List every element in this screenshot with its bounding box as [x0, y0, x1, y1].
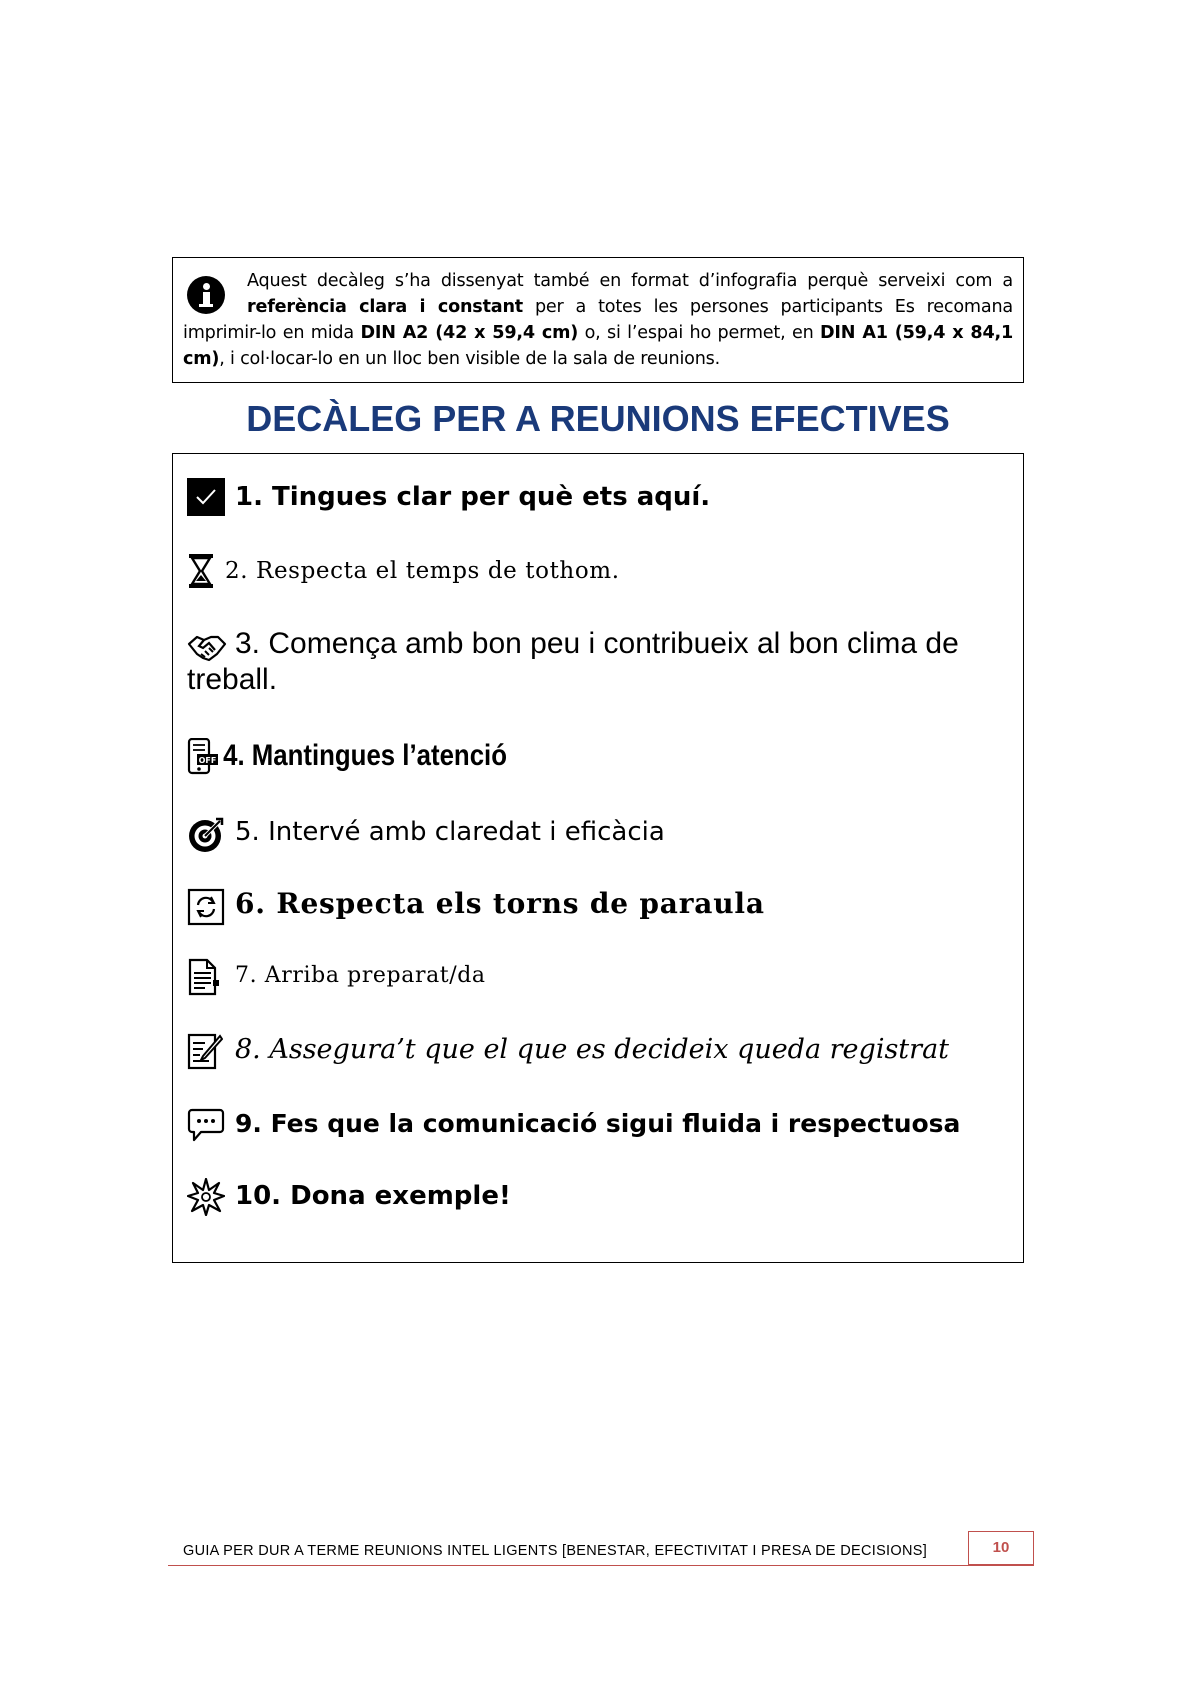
- list-item-text: 1. Tingues clar per què ets aquí.: [235, 482, 711, 512]
- list-item-7: [187, 956, 1009, 996]
- list-item-text: 2. Respecta el temps de tothom.: [225, 558, 620, 584]
- list-item-8: [187, 1030, 1009, 1070]
- decalogue-box: [172, 453, 1024, 1263]
- info-text: Aquest decàleg s’ha dissenyat també en format d’infografia perquè serveixi com a referència clara i constant per a totes les persones participants Es recomana imprimir-lo en mida DIN A2 (42 x 59,4 cm) o, si l’espai ho permet, en DIN A1 (59,4 x 84,1 cm), i col·locar-lo en un lloc ben visible de la sala de reunions.: [183, 271, 1014, 369]
- target-icon: [187, 816, 225, 859]
- list-item-10: [187, 1176, 1009, 1216]
- footer-divider: [168, 1565, 1034, 1566]
- list-item-text: 5. Intervé amb claredat i eficàcia: [235, 817, 665, 847]
- info-box: [172, 257, 1024, 383]
- list-item-text: 10. Dona exemple!: [235, 1181, 511, 1211]
- chat-bubble-icon: [187, 1108, 225, 1149]
- list-item-text: 3. Comença amb bon peu i contribueix al bon clima de treball.: [187, 627, 959, 696]
- refresh-icon: [187, 888, 225, 931]
- list-item-text: 4. Mantingues l’atenció: [223, 739, 507, 772]
- document-icon: [187, 958, 221, 1001]
- page-title: DECÀLEG PER A REUNIONS EFECTIVES: [246, 398, 950, 439]
- list-item-text: 9. Fes que la comunicació sigui fluida i respectuosa: [235, 1109, 961, 1138]
- list-item-5: [187, 812, 1009, 852]
- list-item-6: [187, 884, 1009, 924]
- info-icon: [187, 276, 225, 314]
- list-item-text: 7. Arriba preparat/da: [235, 963, 486, 988]
- page-number: 10: [968, 1531, 1034, 1565]
- list-item-text: 8. Assegura’t que el que es decideix queda registrat: [235, 1034, 950, 1065]
- list-item-3: [187, 626, 1009, 698]
- list-item-1: [187, 478, 1009, 516]
- checkbox-checked-icon: [187, 478, 225, 516]
- list-item-4: [187, 736, 1009, 776]
- list-item-text: 6. Respecta els torns de paraula: [235, 887, 765, 920]
- hourglass-icon: [187, 553, 215, 594]
- note-pen-icon: [187, 1032, 223, 1075]
- list-item-2: [187, 551, 1009, 591]
- footer-text: GUIA PER DUR A TERME REUNIONS INTEL LIGENTS [BENESTAR, EFECTIVITAT I PRESA DE DECISIONS]: [183, 1543, 928, 1559]
- list-item-9: [187, 1104, 1009, 1144]
- handshake-icon: [187, 632, 227, 669]
- starburst-icon: [187, 1178, 225, 1221]
- svg-text:OFF: OFF: [198, 755, 217, 765]
